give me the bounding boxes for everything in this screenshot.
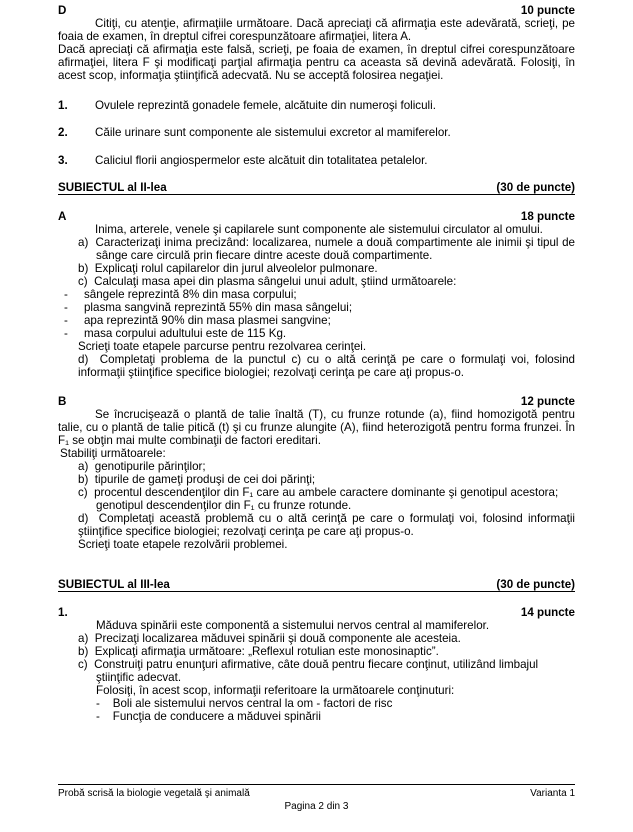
b-text-line: F₁ se obţin mai multe combinaţii de factori ereditari. [58, 434, 321, 447]
footer-divider [58, 784, 575, 785]
a-text-line: - masa corpului adultului este de 115 Kg. [64, 327, 287, 340]
b-text-line: d) Completaţi această problemă cu o altă cerinţă pe care o formulaţi voi, folosind informaţii [78, 512, 575, 525]
a-text-line: sânge care circulă prin fiecare dintre aceste două compartimente. [96, 249, 433, 262]
d-item-text: Caliciul florii angiospermelor este alcătuit din totalitatea petalelor. [95, 154, 428, 167]
footer-subject: Probă scrisă la biologie vegetală şi animală [58, 788, 250, 799]
d-item-text: Ovulele reprezintă gonadele femele, alcătuite din numeroşi foliculi. [95, 99, 436, 112]
section-d-points: 10 puncte [520, 4, 575, 17]
footer-variant: Varianta 1 [530, 788, 575, 799]
subiect-2-points: (30 de puncte) [496, 181, 575, 194]
subiect-3-underline [58, 591, 575, 592]
b-text-line: a) genotipurile părinţilor; [78, 460, 206, 473]
b-text-line: c) procentul descendenţilor din F₁ care au ambele caractere dominante şi genotipul acestora; [78, 486, 559, 499]
a-text-line: - sângele reprezintă 8% din masa corpului; [64, 288, 297, 301]
s3-text-line: ştiinţific adecvat. [96, 671, 182, 684]
a-text-line: d) Completaţi problema de la punctul c) cu o altă cerinţă pe care o formulaţi voi, folosind [78, 353, 575, 366]
subiect-3-points: (30 de puncte) [496, 578, 575, 591]
d-item-number: 3. [58, 154, 68, 167]
s3-item-points: 14 puncte [520, 606, 575, 619]
a-text-line: a) Caracterizaţi inima precizând: localizarea, numele a două compartimente ale inimii şi tipul de [78, 236, 575, 249]
a-text-line: Inima, arterele, venele şi capilarele sunt componente ale sistemului circulator al omului. [95, 223, 543, 236]
footer-page-number: Pagina 2 din 3 [284, 801, 349, 812]
subiect-3-title: SUBIECTUL al III-lea [58, 578, 170, 591]
b-text-line: talie, cu o plantă de talie pitică (t) şi cu frunze alungite (A), fiind heterozigotă pentru forma frunzei. În [58, 421, 575, 434]
d-item-number: 1. [58, 99, 68, 112]
b-text-line: Se încrucişează o plantă de talie înaltă (T), cu frunze rotunde (a), fiind homozigotă pentru [95, 408, 575, 421]
d-item-text: Căile urinare sunt componente ale sistemului excretor al mamiferelor. [95, 126, 451, 139]
s3-text-line: Folosiţi, în acest scop, informaţii referitoare la următoarele conţinuturi: [96, 684, 455, 697]
s3-text-line: b) Explicaţi afirmaţia următoare: „Reflexul rotulian este monosinaptic”. [78, 645, 439, 658]
a-text-line: informaţii ştiinţifice specifice biologiei; rezolvaţi cerinţa pe care aţi propus-o. [78, 366, 464, 379]
section-d-letter: D [58, 4, 67, 17]
b-text-line: ştiinţifice specifice biologiei; rezolvaţi cerinţa pe care aţi propus-o. [78, 525, 414, 538]
a-text-line: Scrieţi toate etapele parcurse pentru rezolvarea cerinţei. [78, 340, 367, 353]
b-text-line: genotipul descendenţilor din F₁ cu frunze rotunde. [96, 499, 352, 512]
d-intro-line: Dacă apreciaţi că afirmaţia este falsă, scrieţi, pe foaia de examen, în dreptul cifrei corespunzătoare [58, 43, 575, 56]
a-text-line: b) Explicaţi rolul capilarelor din jurul alveolelor pulmonare. [78, 262, 378, 275]
d-item-number: 2. [58, 126, 68, 139]
a-text-line: c) Calculaţi masa apei din plasma sângelui unui adult, ştiind următoarele: [78, 275, 457, 288]
b-text-line: Stabiliţi următoarele: [60, 447, 166, 460]
b-text-line: Scrieţi toate etapele rezolvării problemei. [78, 538, 288, 551]
s3-text-line: Măduva spinării este componentă a sistemului nervos central al mamiferelor. [96, 619, 490, 632]
s3-text-line: a) Precizaţi localizarea măduvei spinării şi două componente ale acesteia. [78, 632, 461, 645]
d-intro-line: acest scop, informaţia ştiinţifică adecvată. Nu se acceptă folosirea negaţiei. [58, 69, 444, 82]
section-a-letter: A [58, 210, 67, 223]
s3-text-line: - Funcţia de conducere a măduvei spinării [96, 710, 321, 723]
subiect-2-underline [58, 194, 575, 195]
a-text-line: - apa reprezintă 90% din masa plasmei sangvine; [64, 314, 331, 327]
section-b-points: 12 puncte [520, 395, 575, 408]
d-intro-line: foaia de examen, în dreptul cifrei corespunzătoare afirmaţiei, litera A. [58, 30, 412, 43]
s3-text-line: c) Construiţi patru enunţuri afirmative, câte două pentru fiecare conţinut, utilizând limbajul [78, 658, 539, 671]
section-b-letter: B [58, 395, 67, 408]
s3-text-line: - Boli ale sistemului nervos central la om - factori de risc [96, 697, 393, 710]
d-intro-line: Citiţi, cu atenţie, afirmaţiile următoare. Dacă apreciaţi că afirmaţia este adevărată, scrieţi, pe [95, 17, 575, 30]
d-intro-line: afirmaţiei, litera F şi modificaţi parţial afirmaţia pentru ca aceasta să devină adevărată. Folosiţi, în [58, 56, 575, 69]
b-text-line: b) tipurile de gameţi produşi de cei doi părinţi; [78, 473, 316, 486]
subiect-2-title: SUBIECTUL al II-lea [58, 181, 167, 194]
section-a-points: 18 puncte [520, 210, 575, 223]
a-text-line: - plasma sangvină reprezintă 55% din masa sângelui; [64, 301, 353, 314]
s3-item-number: 1. [58, 606, 68, 619]
